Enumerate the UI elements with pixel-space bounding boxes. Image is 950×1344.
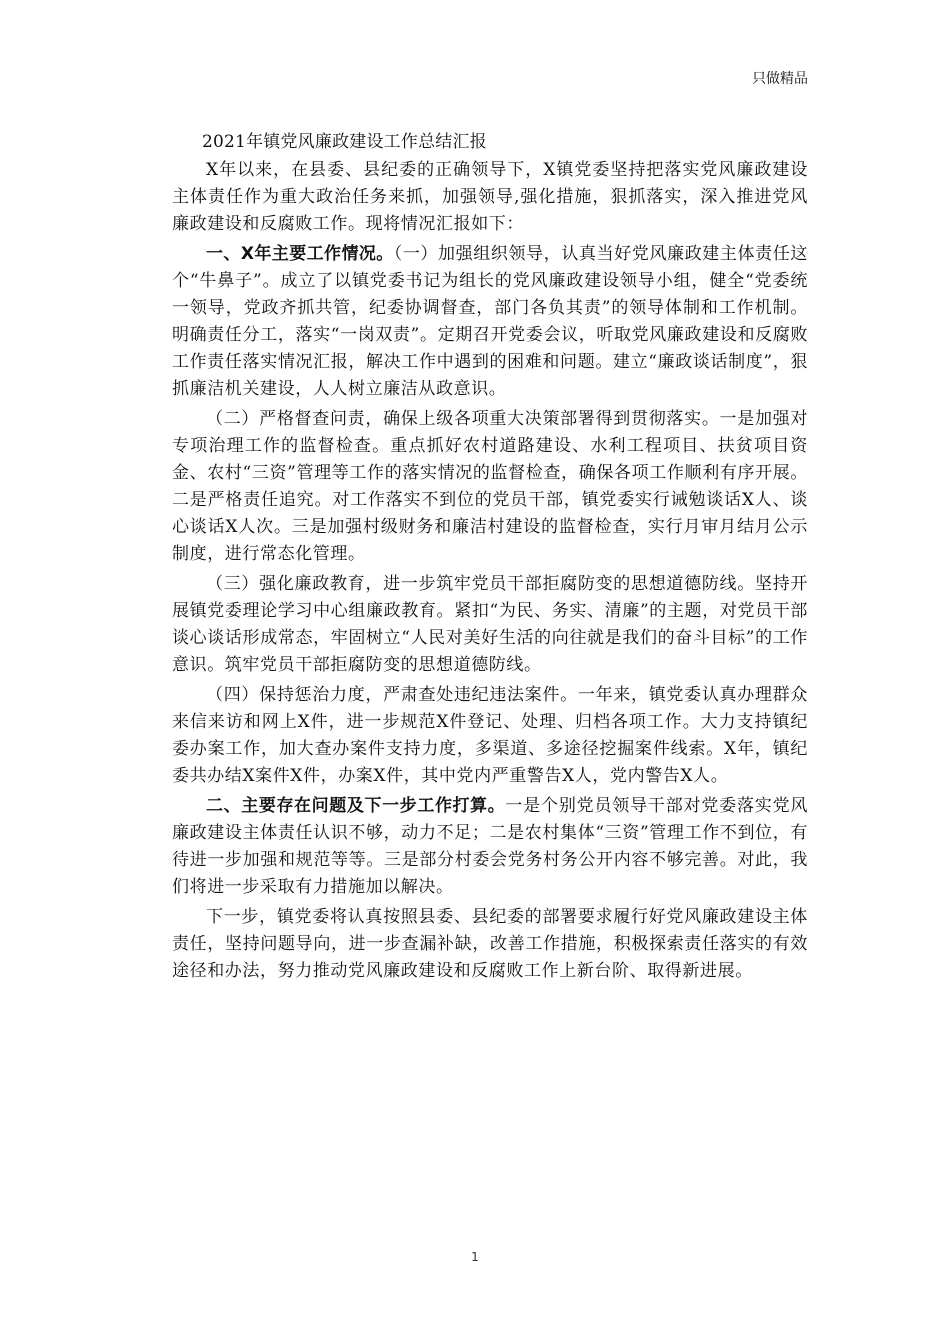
section1-paragraph-3: （三）强化廉政教育，进一步筑牢党员干部拒腐防变的思想道德防线。坚持开展镇党委理论学习中心组廉政教育。紧扣“为民、务实、清廉”的主题，对党员干部谈心谈话形成常态，牢固树立“人民对美好生活的向往就是我们的奋斗目标”的工作意识。筑牢党员干部拒腐防变的思想道德防线。: [172, 574, 808, 675]
section2-heading: 二、主要存在问题及下一步工作打算。: [206, 796, 506, 816]
section1-paragraph-1-text: （一）加强组织领导，认真当好党风廉政建主体责任这个“牛鼻子”。成立了以镇党委书记为组长的党风廉政建设领导小组，健全“党委统一领导，党政齐抓共管，纪委协调督查，部门各负其责”的领导体制和工作机制。明确责任分工，落实“一岗双责”。定期召开党委会议，听取党风廉政建设和反腐败工作责任落实情况汇报，解决工作中遇到的困难和问题。建立“廉政谈话制度”，狠抓廉洁机关建设，人人树立廉洁从政意识。: [172, 244, 808, 399]
page-number: 1: [471, 1250, 479, 1264]
closing-paragraph: 下一步，镇党委将认真按照县委、县纪委的部署要求履行好党风廉政建设主体责任，坚持问题导向，进一步查漏补缺，改善工作措施，积极探索责任落实的有效途径和办法，努力推动党风廉政建设和反腐败工作上新台阶、取得新进展。: [172, 907, 808, 981]
section2-paragraph-1-text: 一是个别党员领导干部对党委落实党风廉政建设主体责任认识不够，动力不足；二是农村集体“三资”管理工作不到位，有待进一步加强和规范等等。三是部分村委会党务村务公开内容不够完善。对此，我们将进一步采取有力措施加以解决。: [172, 796, 808, 897]
intro-paragraph: X年以来，在县委、县纪委的正确领导下，X镇党委坚持把落实党风廉政建设主体责任作为重大政治任务来抓，加强领导,强化措施，狠抓落实，深入推进党风廉政建设和反腐败工作。现将情况汇报如下：: [172, 160, 808, 234]
document-body: [172, 128, 808, 985]
section1-paragraph-1: [172, 241, 808, 403]
section2-paragraph-1: [172, 793, 808, 901]
section1-paragraph-4: （四）保持惩治力度，严肃查处违纪违法案件。一年来，镇党委认真办理群众来信来访和网上X件，进一步规范X件登记、处理、归档各项工作。大力支持镇纪委办案工作，加大查办案件支持力度，多渠道、多途径挖掘案件线索。X年，镇纪委共办结X案件X件，办案X件，其中党内严重警告X人，党内警告X人。: [172, 685, 808, 786]
section1-paragraph-2: （二）严格督查问责，确保上级各项重大决策部署得到贯彻落实。一是加强对专项治理工作的监督检查。重点抓好农村道路建设、水利工程项目、扶贫项目资金、农村“三资”管理等工作的落实情况的监督检查，确保各项工作顺利有序开展。二是严格责任追究。对工作落实不到位的党员干部，镇党委实行诫勉谈话X人、谈心谈话X人次。三是加强村级财务和廉洁村建设的监督检查，实行月审月结月公示制度，进行常态化管理。: [172, 409, 808, 564]
header-tagline: 只做精品: [752, 71, 808, 87]
document-title: 2021年镇党风廉政建设工作总结汇报: [202, 132, 487, 152]
section1-heading: 一、X年主要工作情况。: [206, 244, 394, 264]
